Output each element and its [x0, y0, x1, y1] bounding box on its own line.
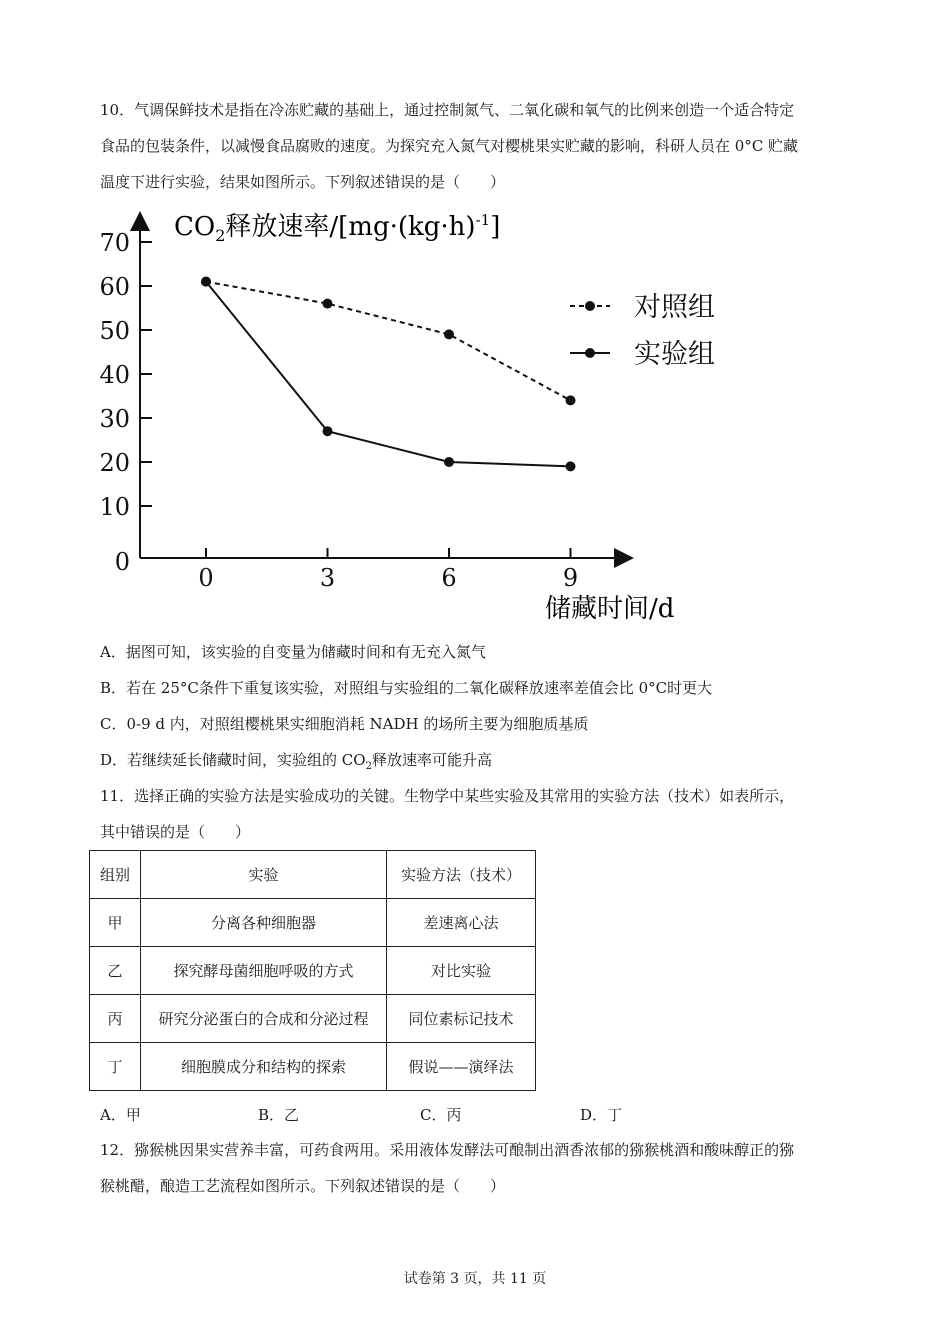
experiment-data-point [323, 426, 333, 436]
control-data-point [444, 329, 454, 339]
y-tick-label: 20 [99, 449, 130, 477]
table-row [90, 995, 536, 1043]
q10-option-a: A．据图可知，该实验的自变量为储藏时间和有无充入氮气 [100, 643, 486, 661]
table-row [90, 947, 536, 995]
table-header-cell: 组别 [90, 851, 141, 899]
x-tick-label: 6 [441, 564, 457, 592]
legend-marker [585, 301, 595, 311]
q12-stem-line-2: 猴桃醋，酿造工艺流程如图所示。下列叙述错误的是（ ） [100, 1177, 506, 1195]
table-cell: 假说——演绎法 [387, 1043, 536, 1091]
legend-marker [585, 348, 595, 358]
q10-stem-line-1: 10．气调保鲜技术是指在冷冻贮藏的基础上，通过控制氮气、二氧化碳和氧气的比例来创造一个适合特定 [100, 101, 795, 119]
x-tick-label: 3 [319, 564, 336, 592]
q11-choice-a: A．甲 [100, 1106, 141, 1124]
q11-stem-line-1: 11．选择正确的实验方法是实验成功的关键。生物学中某些实验及其常用的实验方法（技术）如表所示， [100, 787, 795, 805]
control-series-line [206, 282, 571, 401]
table-cell: 研究分泌蛋白的合成和分泌过程 [141, 995, 387, 1043]
table-cell: 丁 [90, 1043, 141, 1091]
legend-label: 对照组 [634, 292, 715, 323]
q10-stem-line-2: 食品的包装条件，以减慢食品腐败的速度。为探究充入氮气对樱桃果实贮藏的影响，科研人员在 0°C 贮藏 [100, 137, 799, 155]
q10-option-d: D．若继续延长储藏时间，实验组的 $CO_2$释放速率可能升高 [100, 751, 492, 772]
q12-stem-line-1: 12．猕猴桃因果实营养丰富，可药食两用。采用液体发酵法可酿制出酒香浓郁的猕猴桃酒和酸味醇正的猕 [100, 1141, 795, 1159]
x-tick-label: 9 [562, 564, 579, 592]
y-tick-label: 30 [99, 405, 130, 433]
q10-option-b: B．若在 25°C条件下重复该实验，对照组与实验组的二氧化碳释放速率差值会比 0°C时更大 [100, 679, 713, 697]
table-cell: 甲 [90, 899, 141, 947]
co2-release-chart [90, 205, 750, 635]
y-axis-label: $CO_2$释放速率$/[mg\cdot(kg\cdot h)^{-1}]$ [174, 211, 501, 245]
y-tick-label: 10 [99, 493, 130, 521]
q11-choice-b: B．乙 [258, 1106, 300, 1124]
q11-choice-d: D．丁 [580, 1106, 623, 1124]
q11-choice-c: C．丙 [420, 1106, 462, 1124]
table-row [90, 1043, 536, 1091]
table-header-cell: 实验方法（技术） [387, 851, 536, 899]
y-tick-label: 70 [99, 229, 130, 257]
table-header-cell: 实验 [141, 851, 387, 899]
table-cell: 细胞膜成分和结构的探索 [141, 1043, 387, 1091]
experiment-data-point [201, 277, 211, 287]
q11-stem-line-2: 其中错误的是（ ） [100, 823, 251, 841]
table-cell: 对比实验 [387, 947, 536, 995]
x-axis-label: 储藏时间/d [545, 594, 675, 624]
x-tick-label: 0 [198, 564, 214, 592]
experiment-data-point [444, 457, 454, 467]
table-cell: 差速离心法 [387, 899, 536, 947]
experiment-series-line [206, 282, 571, 467]
y-tick-label: 50 [99, 317, 130, 345]
table-header-row [90, 851, 536, 899]
experiment-data-point [566, 461, 576, 471]
table-cell: 同位素标记技术 [387, 995, 536, 1043]
q10-stem-line-3: 温度下进行实验，结果如图所示。下列叙述错误的是（ ） [100, 173, 506, 191]
table-cell: 丙 [90, 995, 141, 1043]
table-cell: 探究酵母菌细胞呼吸的方式 [141, 947, 387, 995]
page-footer: 试卷第 3 页，共 11 页 [403, 1271, 547, 1287]
control-data-point [323, 299, 333, 309]
table-cell: 乙 [90, 947, 141, 995]
table-cell: 分离各种细胞器 [141, 899, 387, 947]
legend-label: 实验组 [634, 339, 715, 370]
table-row [90, 899, 536, 947]
y-tick-label: 60 [99, 273, 130, 301]
y-tick-label: 40 [99, 361, 130, 389]
control-data-point [566, 395, 576, 405]
y-tick-label: 0 [114, 548, 130, 576]
experiment-methods-table [89, 850, 536, 1091]
q10-option-c: C．0-9 d 内，对照组樱桃果实细胞消耗 NADH 的场所主要为细胞质基质 [100, 715, 589, 733]
